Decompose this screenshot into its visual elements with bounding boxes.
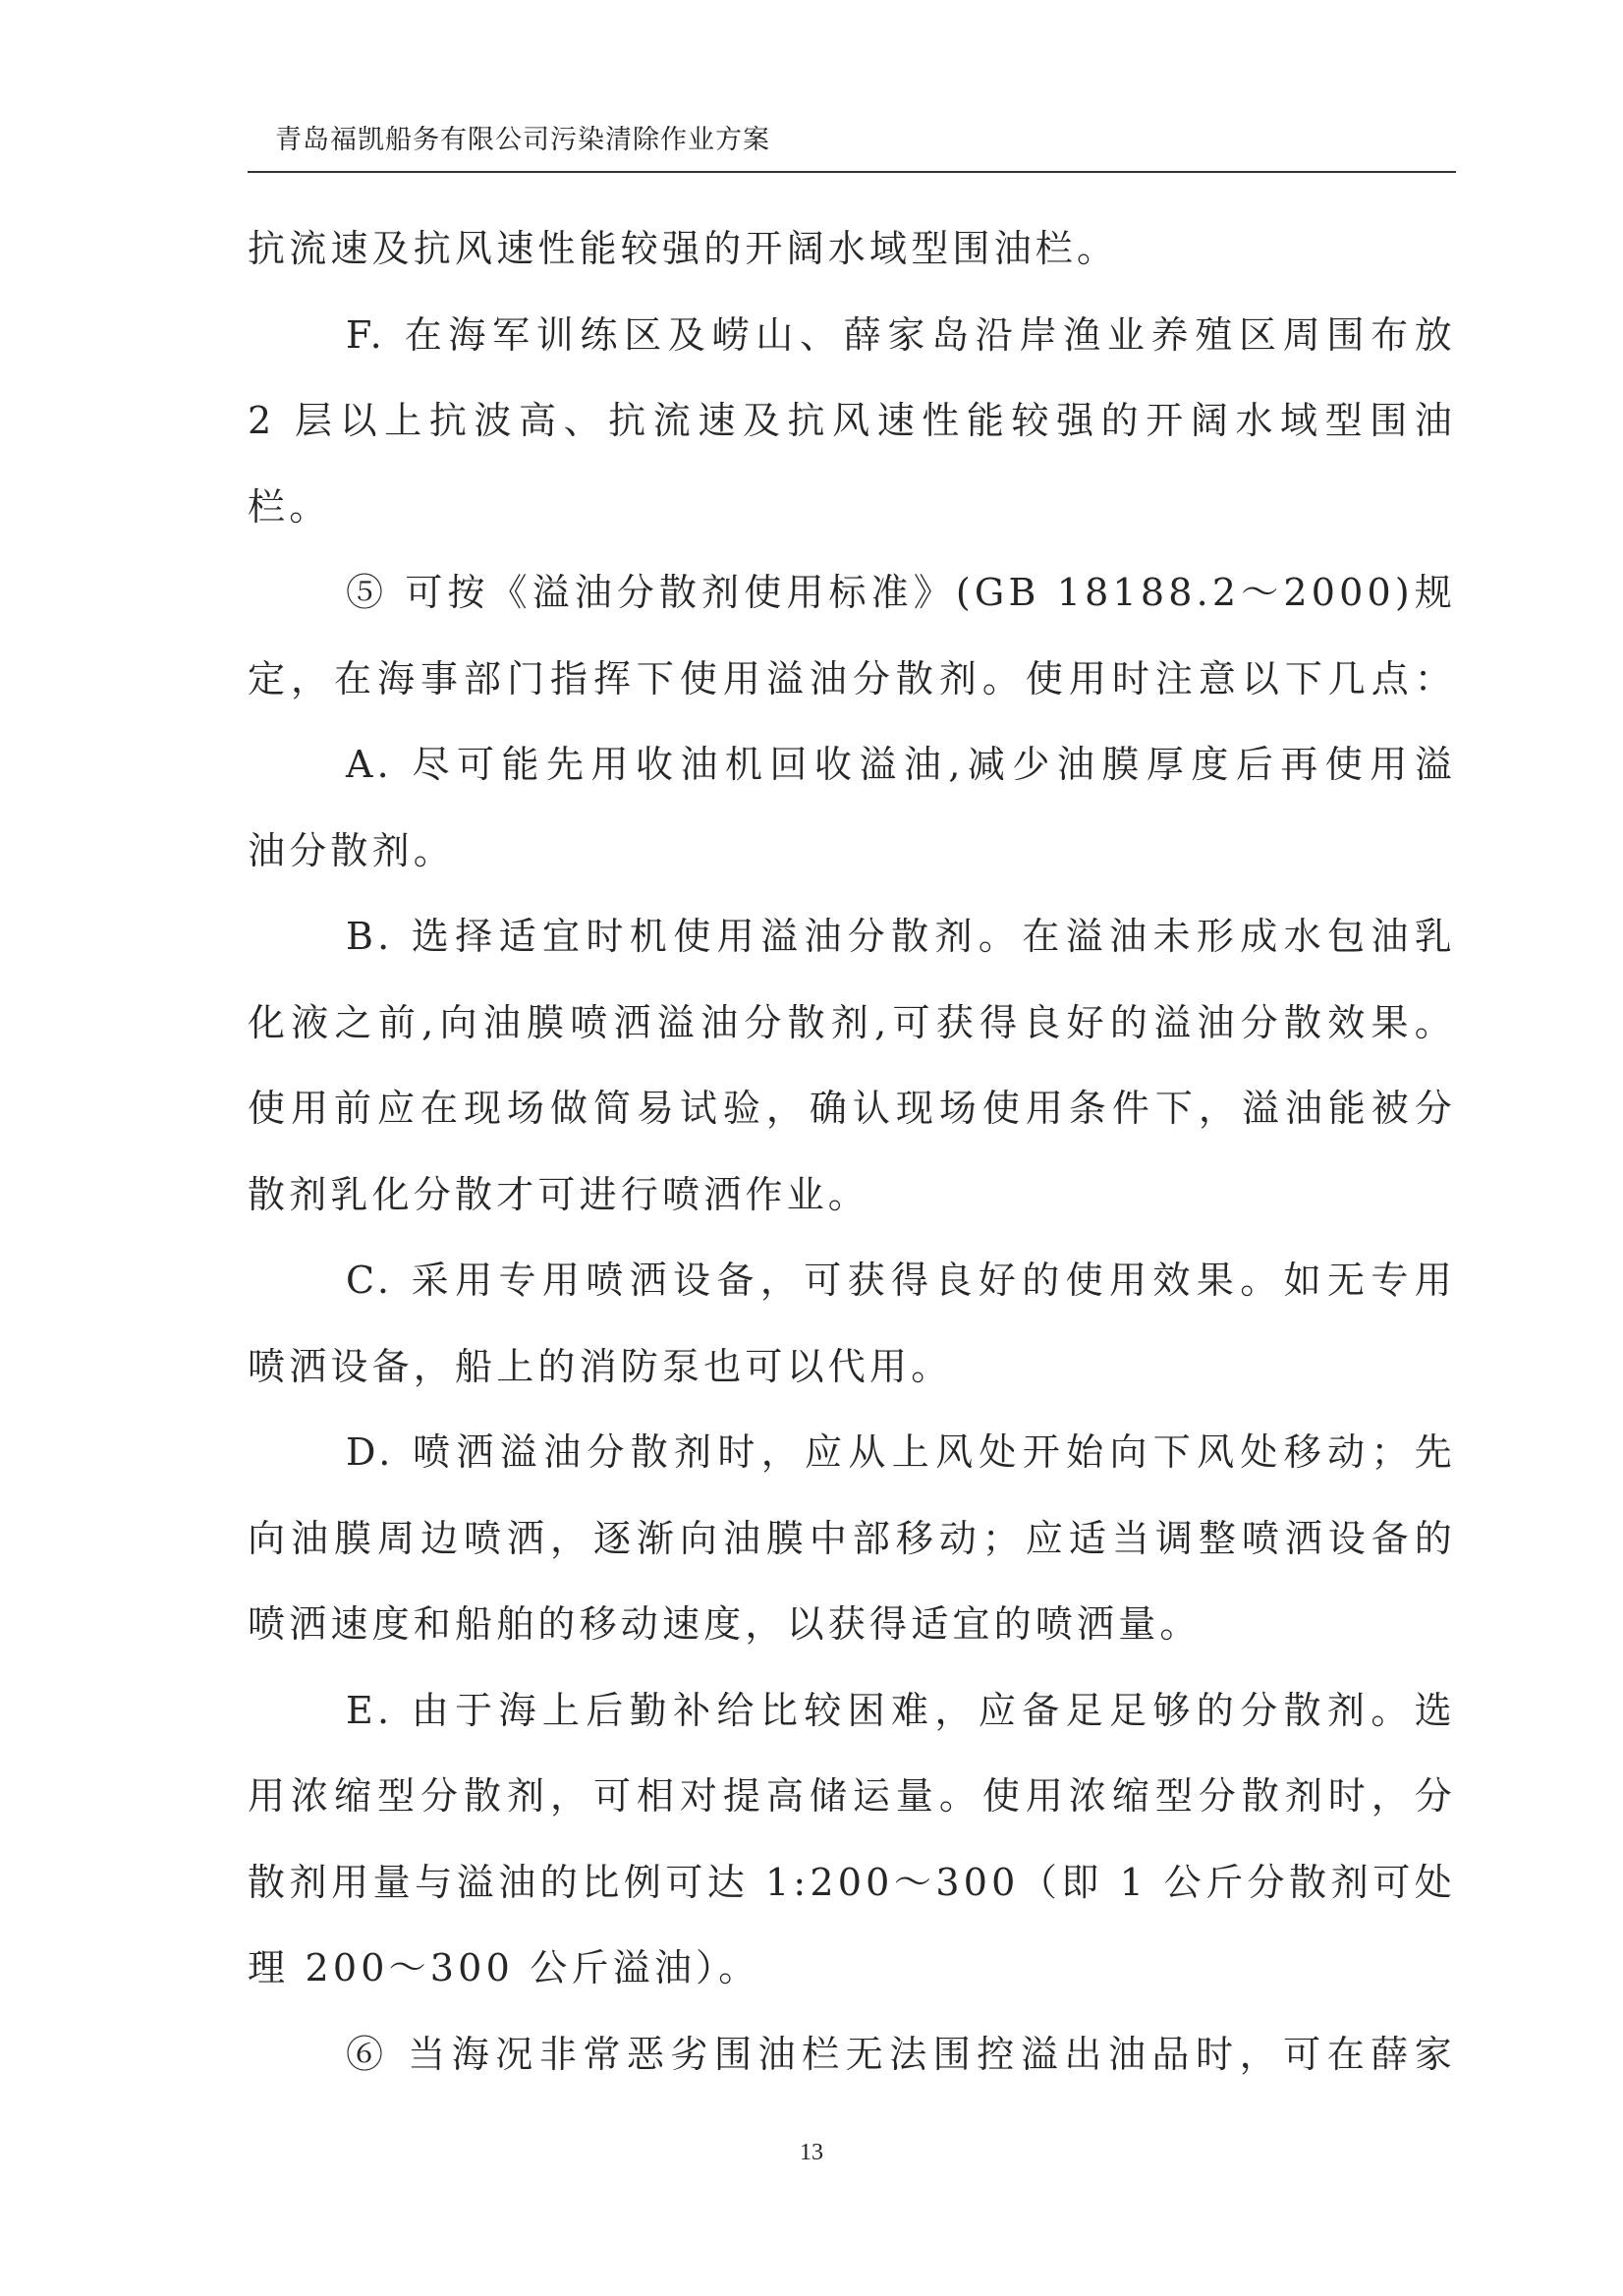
body-line: E. 由于海上后勤补给比较困难，应备足足够的分散剂。选 [346,1688,1456,1732]
body-line: 用浓缩型分散剂，可相对提高储运量。使用浓缩型分散剂时，分 [248,1774,1456,1818]
body-text [248,206,1456,2098]
body-line: A. 尽可能先用收油机回收溢油,减少油膜厚度后再使用溢 [346,743,1456,786]
body-line: 油分散剂。 [248,828,456,872]
page-header [248,112,1456,173]
body-line: 散剂乳化分散才可进行喷洒作业。 [248,1172,870,1216]
body-line: D. 喷洒溢油分散剂时，应从上风处开始向下风处移动；先 [346,1430,1456,1474]
body-line: ⑥ 当海况非常恶劣围油栏无法围控溢出油品时，可在薛家 [346,2032,1456,2076]
body-line: C. 采用专用喷洒设备，可获得良好的使用效果。如无专用 [346,1259,1456,1302]
body-line: F. 在海军训练区及崂山、薛家岛沿岸渔业养殖区周围布放 [346,312,1456,357]
body-line: 喷洒设备，船上的消防泵也可以代用。 [248,1344,953,1388]
body-line: 定，在海事部门指挥下使用溢油分散剂。使用时注意以下几点： [248,656,1456,700]
body-line: 栏。 [248,484,331,529]
header-title: 青岛福凯船务有限公司污染清除作业方案 [275,125,770,155]
body-line: 化液之前,向油膜喷洒溢油分散剂,可获得良好的溢油分散效果。 [248,1000,1456,1044]
body-line: 理 200～300 公斤溢油）。 [248,1946,760,1989]
body-line: 向油膜周边喷洒，逐渐向油膜中部移动；应适当调整喷洒设备的 [248,1516,1456,1560]
body-line: 抗流速及抗风速性能较强的开阔水域型围油栏。 [248,227,1119,270]
page-number: 13 [800,2140,823,2165]
body-line: 喷洒速度和船舶的移动速度，以获得适宜的喷洒量。 [248,1602,1202,1646]
body-line: 2 层以上抗波高、抗流速及抗风速性能较强的开阔水域型围油 [248,399,1456,442]
body-line: 散剂用量与溢油的比例可达 1:200～300（即 1 公斤分散剂可处 [248,1860,1456,1904]
body-line: 使用前应在现场做简易试验，确认现场使用条件下，溢油能被分 [248,1087,1456,1130]
body-line: B. 选择适宜时机使用溢油分散剂。在溢油未形成水包油乳 [346,915,1456,958]
body-line: ⑤ 可按《溢油分散剂使用标准》(GB 18188.2～2000)规 [346,571,1456,614]
